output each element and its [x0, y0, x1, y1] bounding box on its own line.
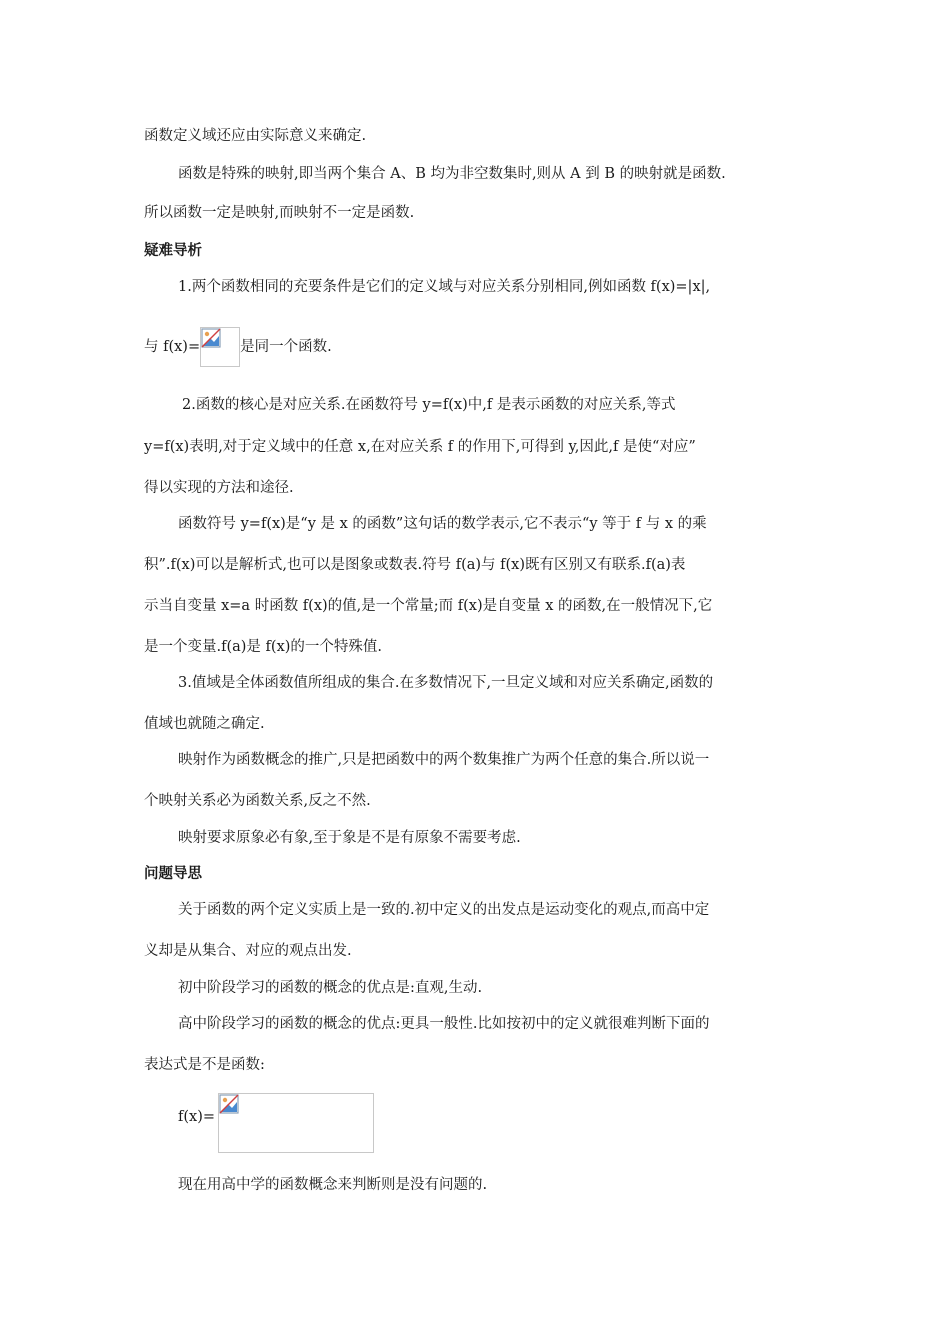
text-line: 所以函数一定是映射,而映射不一定是函数.: [144, 205, 415, 221]
formula-image: [200, 327, 240, 367]
text-line: y=f(x)表明,对于定义域中的任意 x,在对应关系 f 的作用下,可得到 y,因此,f 是使“对应”: [144, 439, 696, 455]
text-line: 现在用高中学的函数概念来判断则是没有问题的.: [178, 1177, 488, 1193]
text-line: 函数符号 y=f(x)是“y 是 x 的函数”这句话的数学表示,它不表示“y 等于 f 与 x 的乘: [178, 516, 707, 532]
text-line: [144, 327, 332, 367]
inline-text: 是同一个函数.: [240, 339, 332, 355]
formula-label: f(x)=: [178, 1109, 216, 1125]
text-line: 得以实现的方法和途径.: [144, 480, 294, 496]
broken-image-icon: [219, 1094, 239, 1114]
section-heading: 问题导思: [144, 866, 202, 882]
text-line: 表达式是不是函数:: [144, 1057, 265, 1073]
section-heading: 疑难导析: [144, 243, 202, 259]
text-line: 值域也就随之确定.: [144, 716, 265, 732]
text-line: 积”.f(x)可以是解析式,也可以是图象或数表.符号 f(a)与 f(x)既有区别又有联系.f(a)表: [144, 557, 686, 573]
piecewise-formula-image: [218, 1093, 374, 1153]
text-line: 函数定义域还应由实际意义来确定.: [144, 128, 367, 144]
text-line: 义却是从集合、对应的观点出发.: [144, 943, 352, 959]
text-line: 3.值域是全体函数值所组成的集合.在多数情况下,一旦定义域和对应关系确定,函数的: [178, 675, 714, 691]
text-line: 示当自变量 x=a 时函数 f(x)的值,是一个常量;而 f(x)是自变量 x 的函数,在一般情况下,它: [144, 598, 713, 614]
text-line: 2.函数的核心是对应关系.在函数符号 y=f(x)中,f 是表示函数的对应关系,等式: [182, 397, 676, 413]
broken-image-icon: [201, 328, 221, 348]
text-line: 关于函数的两个定义实质上是一致的.初中定义的出发点是运动变化的观点,而高中定: [178, 902, 710, 918]
text-line: 1.两个函数相同的充要条件是它们的定义域与对应关系分别相同,例如函数 f(x)=|x|,: [178, 279, 711, 295]
inline-text: 与 f(x)=: [144, 339, 201, 355]
text-line: 是一个变量.f(a)是 f(x)的一个特殊值.: [144, 639, 383, 655]
text-line: 函数是特殊的映射,即当两个集合 A、B 均为非空数集时,则从 A 到 B 的映射就是函数.: [178, 166, 726, 182]
text-line: 映射作为函数概念的推广,只是把函数中的两个数集推广为两个任意的集合.所以说一: [178, 752, 710, 768]
text-line: 个映射关系必为函数关系,反之不然.: [144, 793, 371, 809]
text-line: 初中阶段学习的函数的概念的优点是:直观,生动.: [178, 980, 483, 996]
text-line: 高中阶段学习的函数的概念的优点:更具一般性.比如按初中的定义就很难判断下面的: [178, 1016, 710, 1032]
text-line: 映射要求原象必有象,至于象是不是有原象不需要考虑.: [178, 830, 521, 846]
